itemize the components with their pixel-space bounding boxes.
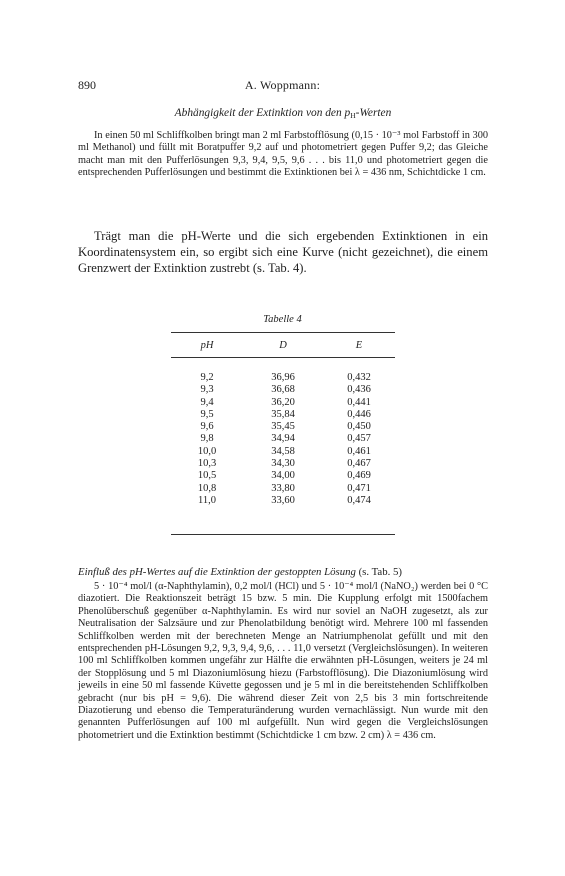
cell-e: 0,436: [347, 384, 371, 396]
cell-d: 36,20: [271, 396, 295, 408]
cell-d: 33,80: [271, 482, 295, 494]
cell-ph: 9,8: [200, 433, 214, 445]
cell-d: 36,68: [271, 384, 295, 396]
table-row: [171, 409, 395, 421]
cell-d: 36,96: [271, 372, 295, 383]
cell-d: 33,60: [271, 494, 295, 506]
table-row: [171, 384, 395, 396]
table-spacer: [171, 354, 395, 372]
cell-e: 0,432: [347, 372, 371, 383]
cell-ph: 9,3: [200, 384, 214, 396]
heading-text: Abhängigkeit der Extinktion von den: [174, 107, 345, 119]
cell-d: 34,00: [271, 470, 295, 482]
table-row: [171, 372, 395, 384]
table-header-row: [171, 336, 395, 354]
cell-e: 0,471: [347, 482, 371, 494]
page-number: 890: [78, 78, 96, 92]
header-ph: pH: [200, 339, 214, 351]
table-row: [171, 458, 395, 470]
table-top-rule: [171, 332, 395, 333]
cell-d: 34,94: [271, 433, 295, 445]
cell-d: 35,45: [271, 421, 295, 433]
cell-ph: 10,5: [197, 470, 217, 482]
running-head: A. Woppmann:: [244, 78, 321, 92]
cell-d: 34,58: [271, 445, 295, 457]
section2: [78, 566, 488, 742]
cell-ph: 10,8: [197, 482, 217, 494]
cell-ph: 10,3: [197, 458, 217, 470]
cell-ph: 9,6: [200, 421, 214, 433]
cell-e: 0,446: [347, 408, 371, 420]
table-caption: Tabelle 4: [263, 314, 302, 325]
table-4: [171, 336, 395, 507]
heading2-text: Einfluß des pH-Wertes auf die Extinktion der gestoppten Lösung: [78, 566, 356, 578]
heading-suffix: -Werten: [355, 107, 392, 119]
section-heading-extinction-ph: [78, 107, 488, 120]
table-row: [171, 470, 395, 482]
header-e: E: [355, 339, 363, 351]
table-row: [171, 483, 395, 495]
cell-ph: 9,2: [200, 372, 214, 383]
cell-e: 0,467: [347, 458, 371, 470]
table-row: [171, 421, 395, 433]
cell-e: 0,441: [347, 396, 371, 408]
paragraph-stopped-method: 5 · 10⁻⁴ mol/l (α-Naphthylamin), 0,2 mol/l (HCl) und 5 · 10⁻⁴ mol/l (NaNO₂) werden bei 0 °C diazotiert. Die Reaktionszeit beträgt 15 bzw. 5 min. Die Kupplung erfolgt mit 1500fachem Phenolüberschuß gegenüber α-Naphthylamin. Es wird nur soviel an NaOH zugesetzt, als zur Neutralisation der Salzsäure und zur Phenolatbildung benötigt wird. Mehrere 100 ml fassenden Schliffkolben werden mit der berechneten Menge an Natriumphenolat gefüllt und mit den entsprechenden pH-Lösungen 9,2, 9,3, 9,4, 9,6, . . . 11,0 versetzt (Vergleichslösungen). In weiteren 100 ml Schliffkolben kommen ungefähr zur Hälfte die erwähnten pH-Lösungen, weiters je 24 ml der Stopplösung und 5 ml Diazoniumlösung hiezu (Farbstofflösung). Die Diazoniumlösung wird jeweils in eine 50 ml fassende Küvette gegossen und je 5 ml in die bereitstehenden Schliffkolben gebracht (nur bis pH = 9,6). Die während dieser Zeit von 2,5 bis 3 min fortschreitende Diazotierung und ebenso die Temperaturänderung wurden vernachlässigt. Nun wurde mit den genannten Pufferlösungen auf 100 ml aufgefüllt. Nun wird gegen die Vergleichslösungen photometriert und die Extinktion bestimmt (Schichtdicke 1 cm bzw. 2 cm) λ = 436 cm.: [78, 581, 488, 741]
paragraph-method: In einen 50 ml Schliffkolben bringt man 2 ml Farbstofflösung (0,15 · 10⁻³ mol Farbstoff in 300 ml Methanol) und füllt mit Boratpuffer 9,2 auf und photometriert gegen Puffer 9,2; das Gleiche macht man mit den Pufferlösungen 9,3, 9,4, 9,5, 9,6 . . . bis 11,0 und photometriert gegen die entsprechenden Pufferlösungen und bestimmt die Extinktionen bei λ = 436 nm, Schichtdicke 1 cm.: [78, 130, 488, 179]
table-row: [171, 397, 395, 409]
heading2-ref: (s. Tab. 5): [355, 566, 403, 578]
section-heading-stopped-solution: [78, 566, 488, 578]
table-body: [171, 354, 395, 507]
table-row: [171, 446, 395, 458]
cell-e: 0,457: [347, 433, 371, 445]
header-d: D: [279, 339, 287, 351]
cell-ph: 9,5: [200, 408, 214, 420]
paragraph-result: Trägt man die pH-Werte und die sich ergebenden Extinktionen in ein Koordinatensystem ein, so ergibt sich eine Kurve (nicht gezeichnet), die einem Grenzwert der Extinktion zustrebt (s. Tab. 4).: [78, 229, 488, 275]
heading-sub: H: [350, 111, 356, 120]
table-row: [171, 433, 395, 445]
cell-ph: 10,0: [197, 445, 217, 457]
cell-d: 35,84: [271, 408, 295, 420]
cell-ph: 9,4: [200, 396, 214, 408]
heading-p: p: [344, 107, 351, 119]
cell-e: 0,450: [347, 421, 371, 433]
cell-e: 0,474: [347, 494, 371, 506]
table-row: [171, 495, 395, 507]
cell-ph: 11,0: [198, 494, 216, 506]
table-bottom-rule: [171, 534, 395, 535]
cell-d: 34,30: [271, 458, 295, 470]
cell-e: 0,469: [347, 470, 371, 482]
cell-e: 0,461: [347, 445, 371, 457]
